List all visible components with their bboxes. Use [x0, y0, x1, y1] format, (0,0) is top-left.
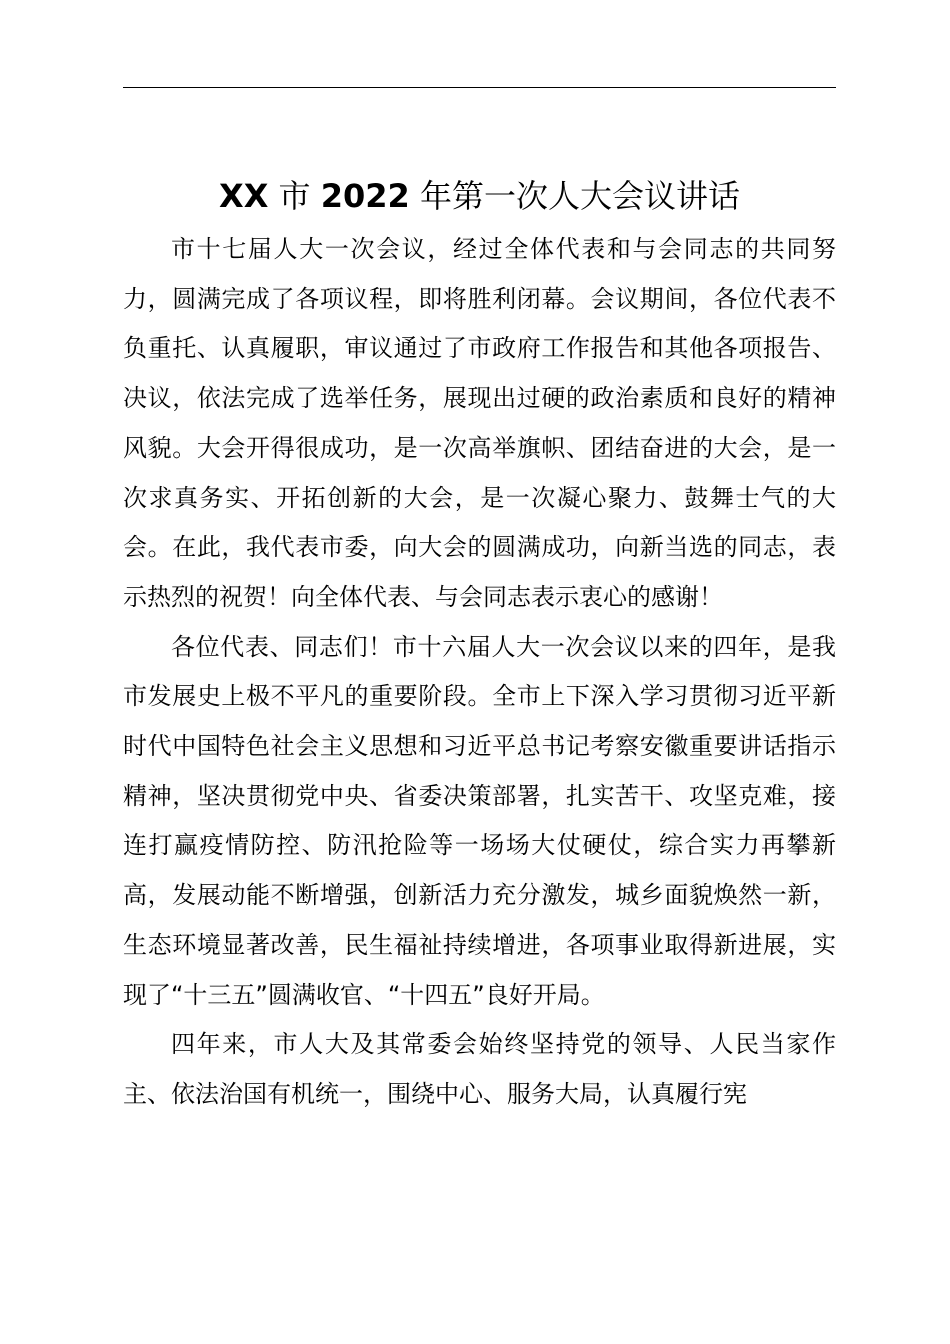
- header-rule: [123, 87, 836, 88]
- document-title: [123, 171, 836, 221]
- paragraph-3: 四年来，市人大及其常委会始终坚持党的领导、人民当家作主、依法治国有机统一，围绕中心、服务大局，认真履行宪: [123, 1030, 836, 1108]
- paragraph-2: 各位代表、同志们！市十六届人大一次会议以来的四年，是我市发展史上极不平凡的重要阶段。全市上下深入学习贯彻习近平新时代中国特色社会主义思想和习近平总书记考察安徽重要讲话指示精神，坚决贯彻党中央、省委决策部署，扎实苦干、攻坚克难，接连打赢疫情防控、防汛抢险等一场场大仗硬仗，综合实力再攀新高，发展动能不断增强，创新活力充分激发，城乡面貌焕然一新，生态环境显著改善，民生福祉持续增进，各项事业取得新进展，实现了“十三五”圆满收官、“十四五”良好开局。: [123, 632, 836, 1009]
- title-part-year: 2022: [320, 177, 410, 216]
- paragraph-1: 市十七届人大一次会议，经过全体代表和与会同志的共同努力，圆满完成了各项议程，即将胜利闭幕。会议期间，各位代表不负重托、认真履职，审议通过了市政府工作报告和其他各项报告、决议，依法完成了选举任务，展现出过硬的政治素质和良好的精神风貌。大会开得很成功，是一次高举旗帜、团结奋进的大会，是一次求真务实、开拓创新的大会，是一次凝心聚力、鼓舞士气的大会。在此，我代表市委，向大会的圆满成功，向新当选的同志，表示热烈的祝贺！向全体代表、与会同志表示衷心的感谢！: [123, 235, 836, 611]
- title-part-xx: XX: [219, 177, 269, 216]
- title-part-city: 市: [278, 177, 311, 216]
- body-text: [123, 225, 836, 1120]
- title-part-rest: 年第一次人大会议讲话: [419, 177, 740, 216]
